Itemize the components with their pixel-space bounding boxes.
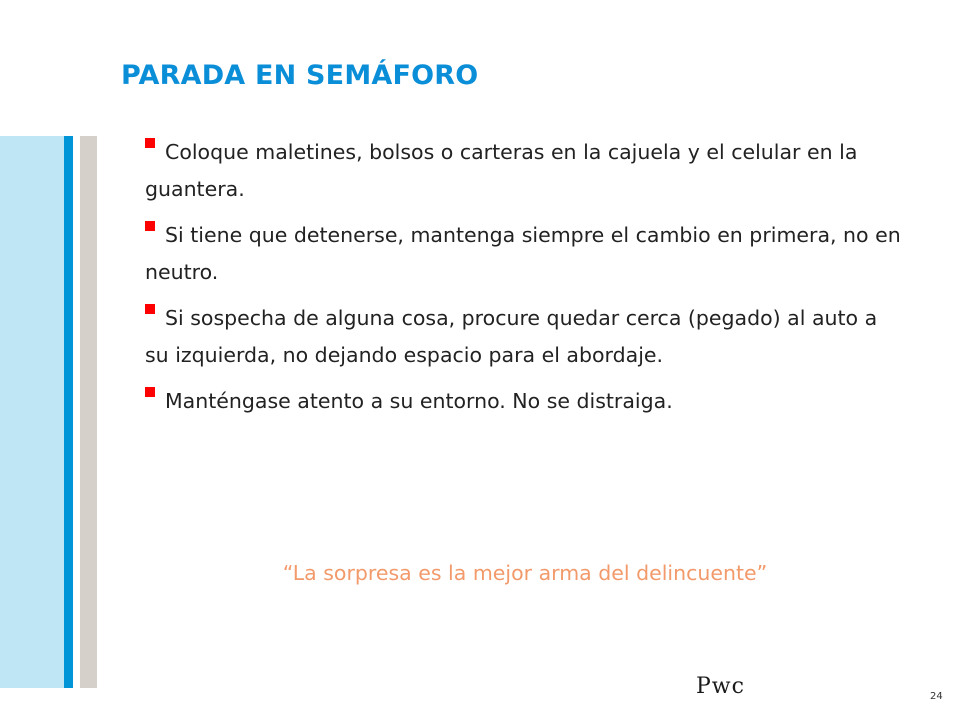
decorative-band-light-blue [0, 136, 64, 688]
pwc-logo: Pwc [696, 674, 745, 699]
bullet-text: Manténgase atento a su entorno. No se distraiga. [165, 389, 673, 413]
quote-text: “La sorpresa es la mejor arma del delincuente” [282, 561, 768, 585]
bullet-item [145, 300, 905, 374]
bullet-item [145, 383, 905, 420]
bullet-item [145, 134, 905, 208]
bullet-text: Si sospecha de alguna cosa, procure quedar cerca (pegado) al auto a su izquierda, no dejando espacio para el abordaje. [145, 306, 878, 367]
decorative-band-blue [64, 136, 73, 688]
bullet-text: Si tiene que detenerse, mantenga siempre el cambio en primera, no en neutro. [145, 223, 901, 284]
square-bullet-icon [145, 387, 155, 397]
slide-title: PARADA EN SEMÁFORO [121, 60, 479, 91]
square-bullet-icon [145, 138, 155, 148]
bullet-text: Coloque maletines, bolsos o carteras en la cajuela y el celular en la guantera. [145, 140, 858, 201]
decorative-band-grey [80, 136, 97, 688]
square-bullet-icon [145, 304, 155, 314]
square-bullet-icon [145, 221, 155, 231]
bullet-item [145, 217, 905, 291]
page-number: 24 [930, 691, 943, 702]
decorative-band-gap [73, 136, 80, 688]
bullet-list [145, 134, 905, 429]
